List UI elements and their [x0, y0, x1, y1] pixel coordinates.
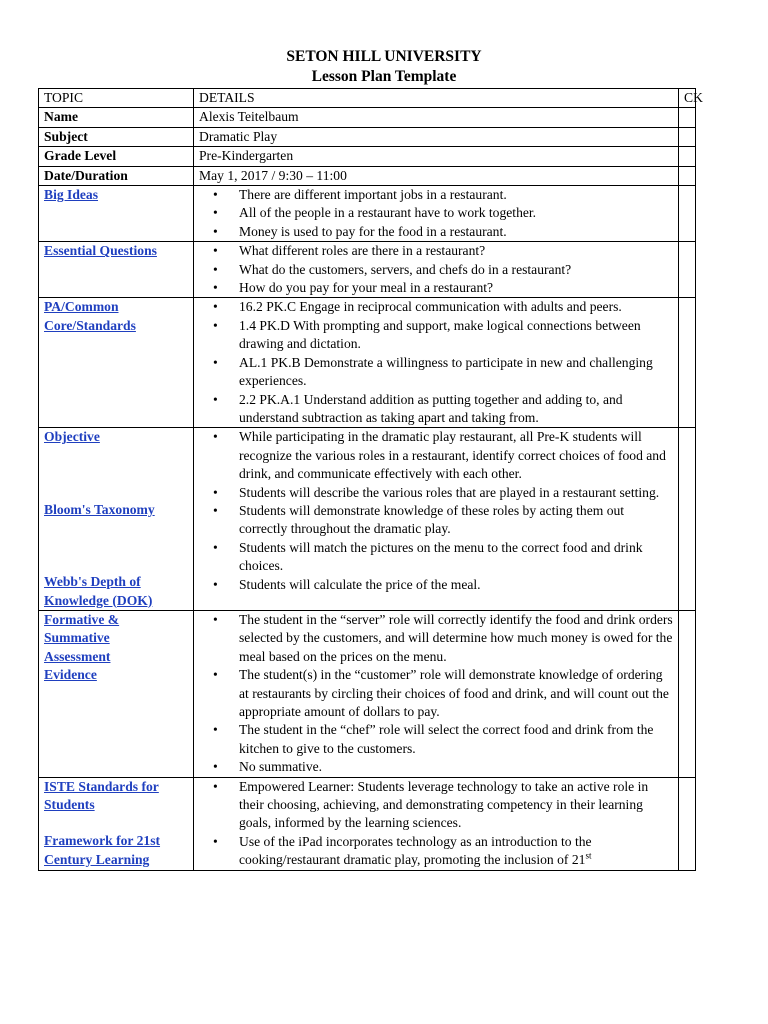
- list-item: • While participating in the dramatic play restaurant, all Pre-K students will recognize the various roles in a restaurant, identify correct choices of food and drink, and communicate effectively with each other.: [239, 428, 673, 483]
- ck-cell: [679, 242, 696, 298]
- document-title: Lesson Plan Template: [311, 68, 457, 85]
- details-cell: [194, 777, 679, 870]
- list-item: • 2.2 PK.A.1 Understand addition as putting together and adding to, and understand subtraction as taking apart and taking from.: [239, 391, 673, 428]
- document-header: [0, 47, 768, 87]
- column-header-ck: CK: [679, 89, 696, 108]
- name-value: Alexis Teitelbaum: [194, 108, 679, 127]
- list-item: • No summative.: [239, 758, 673, 776]
- date-value: May 1, 2017 / 9:30 – 11:00: [194, 166, 679, 185]
- link-line: Core/Standards: [44, 317, 136, 333]
- webbs-dok-link[interactable]: [44, 573, 188, 610]
- link-line: PA/Common: [44, 299, 119, 315]
- superscript: st: [585, 850, 592, 861]
- list-item: • What different roles are there in a restaurant?: [239, 242, 673, 260]
- table-row: [39, 147, 696, 166]
- ck-cell: [679, 147, 696, 166]
- ck-cell: [679, 777, 696, 870]
- ck-cell: [679, 186, 696, 242]
- details-cell: [194, 242, 679, 298]
- link-line: Students: [44, 797, 95, 812]
- essential-questions-link[interactable]: Essential Questions: [44, 243, 157, 259]
- table-row: [39, 108, 696, 127]
- list-item-text: Use of the iPad incorporates technology as an introduction to the cooking/restaurant dramatic play, promoting the inclusion of 21: [239, 833, 592, 868]
- details-cell: [194, 186, 679, 242]
- column-header-details: DETAILS: [194, 89, 679, 108]
- list-item: • Students will calculate the price of the meal.: [239, 576, 673, 594]
- row-label-cell: [39, 298, 194, 428]
- table-row: [39, 186, 696, 242]
- big-ideas-list: [199, 186, 673, 241]
- row-label-cell: [39, 777, 194, 870]
- list-item: • The student in the “chef” role will select the correct food and drink from the kitchen to give to the customers.: [239, 721, 673, 758]
- details-cell: [194, 298, 679, 428]
- link-line: Framework for 21st: [44, 833, 161, 849]
- list-item: • What do the customers, servers, and chefs do in a restaurant?: [239, 261, 673, 279]
- link-line: Evidence: [44, 667, 97, 683]
- list-item: • There are different important jobs in a restaurant.: [239, 186, 673, 204]
- blooms-taxonomy-link[interactable]: Bloom's Taxonomy: [44, 501, 155, 517]
- table-row: [39, 166, 696, 185]
- details-cell: [194, 610, 679, 777]
- list-item: • Students will demonstrate knowledge of these roles by acting them out correctly throughout the dramatic play.: [239, 502, 673, 539]
- row-label-subject: Subject: [39, 127, 194, 146]
- table-row: [39, 298, 696, 428]
- link-line: Century Learning: [44, 851, 150, 867]
- spacer: [44, 519, 188, 573]
- list-item: • Students will describe the various roles that are played in a restaurant setting.: [239, 484, 673, 502]
- table-row: [39, 428, 696, 611]
- list-item: • How do you pay for your meal in a restaurant?: [239, 279, 673, 297]
- table-row: [39, 127, 696, 146]
- column-header-topic: TOPIC: [39, 89, 194, 108]
- framework-21st-century-link[interactable]: [44, 832, 188, 869]
- ck-cell: [679, 127, 696, 146]
- essential-questions-list: [199, 242, 673, 297]
- list-item: • The student(s) in the “customer” role will demonstrate knowledge of ordering at restaurants by circling their choices of food and drink, and will count out the appropriate amount of dollars to pay.: [239, 666, 673, 721]
- pa-common-core-link[interactable]: [44, 298, 188, 335]
- objective-link[interactable]: Objective: [44, 429, 100, 445]
- ck-cell: [679, 298, 696, 428]
- assessment-evidence-link[interactable]: [44, 611, 188, 685]
- link-line: Assessment: [44, 648, 111, 664]
- details-cell: [194, 428, 679, 611]
- link-line: Formative &: [44, 611, 120, 627]
- university-name: SETON HILL UNIVERSITY: [286, 48, 482, 65]
- ck-cell: [679, 610, 696, 777]
- list-item: [239, 833, 673, 870]
- list-item: • Students will match the pictures on the menu to the correct food and drink choices.: [239, 539, 673, 576]
- objective-list: [199, 428, 673, 594]
- subject-value: Dramatic Play: [194, 127, 679, 146]
- ck-cell: [679, 428, 696, 611]
- grade-value: Pre-Kindergarten: [194, 147, 679, 166]
- iste-list: [199, 778, 673, 870]
- list-item: • 16.2 PK.C Engage in reciprocal communication with adults and peers.: [239, 298, 673, 316]
- row-label-cell: [39, 242, 194, 298]
- ck-cell: [679, 108, 696, 127]
- assessment-list: [199, 611, 673, 777]
- list-item: • All of the people in a restaurant have to work together.: [239, 204, 673, 222]
- table-row: [39, 610, 696, 777]
- link-line: Summative: [44, 630, 110, 646]
- list-item: • Empowered Learner: Students leverage technology to take an active role in their choosing, achieving, and demonstrating competency in their learning goals, informed by the learning sciences.: [239, 778, 673, 833]
- lesson-plan-table: [38, 88, 703, 871]
- link-line: ISTE Standards for: [44, 778, 159, 794]
- ck-cell: [679, 166, 696, 185]
- row-label-date: Date/Duration: [39, 166, 194, 185]
- row-label-name: Name: [39, 108, 194, 127]
- list-item: • Money is used to pay for the food in a restaurant.: [239, 223, 673, 241]
- list-item: • The student in the “server” role will correctly identify the food and drink orders selected by the customers, and will determine how much money is owed for the meal based on the prices on the menu.: [239, 611, 673, 666]
- link-line: Knowledge (DOK): [44, 592, 153, 608]
- table-header-row: [39, 89, 696, 108]
- spacer: [44, 447, 188, 501]
- row-label-cell: [39, 186, 194, 242]
- list-item: • AL.1 PK.B Demonstrate a willingness to participate in new and challenging experiences.: [239, 354, 673, 391]
- row-label-cell: [39, 610, 194, 777]
- spacer: [44, 814, 188, 832]
- list-item: • 1.4 PK.D With prompting and support, make logical connections between drawing and dictation.: [239, 317, 673, 354]
- standards-list: [199, 298, 673, 427]
- big-ideas-link[interactable]: Big Ideas: [44, 187, 99, 203]
- row-label-grade: Grade Level: [39, 147, 194, 166]
- table-row: [39, 777, 696, 870]
- iste-standards-link[interactable]: [44, 778, 188, 815]
- table-row: [39, 242, 696, 298]
- row-label-cell: [39, 428, 194, 611]
- link-line: Webb's Depth of: [44, 574, 141, 590]
